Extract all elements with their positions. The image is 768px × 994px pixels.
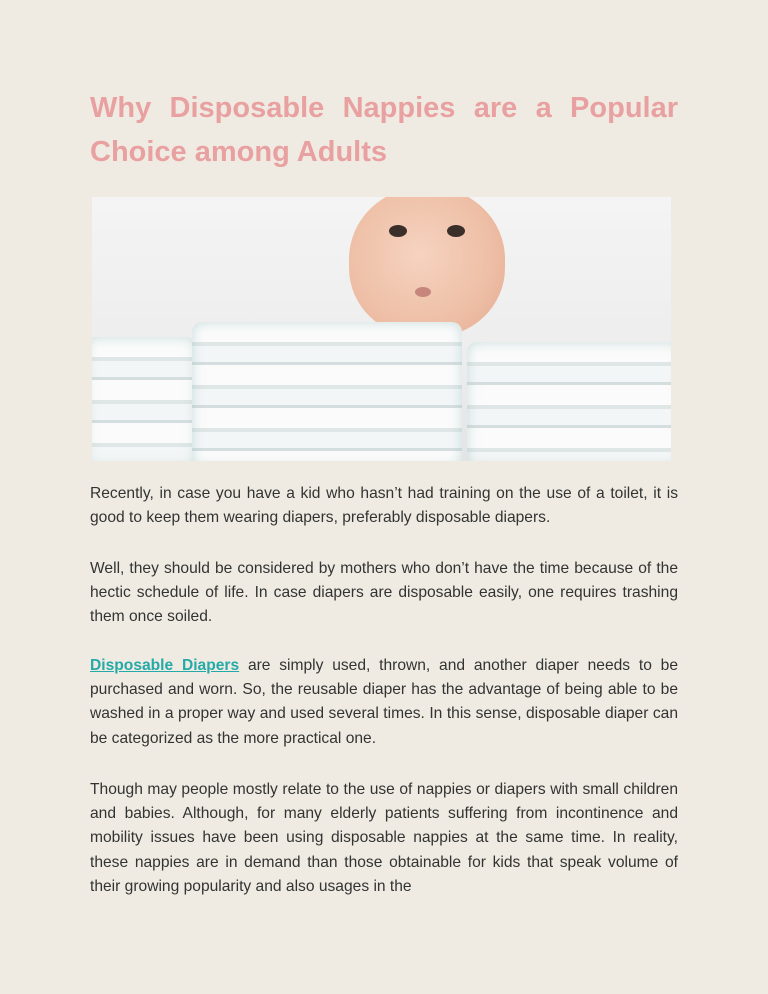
paragraph-2: Well, they should be considered by mothers who don’t have the time because of the hectic schedule of life. In case diapers are disposable easily, one requires trashing them once soiled. — [90, 560, 678, 626]
paragraph-1: Recently, in case you have a kid who hasn’t had training on the use of a toilet, it is good to keep them wearing diapers, preferably disposable diapers. — [90, 485, 678, 527]
document-title: Why Disposable Nappies are a Popular Choice among Adults — [90, 92, 678, 168]
paragraph-3-text: are simply used, thrown, and another diaper needs to be purchased and worn. So, the reusable diaper has the advantage of being able to be washed in a proper way and used several times. In this sense, disposable diaper can be categorized as the more practical one. — [90, 657, 678, 747]
diaper-stack-center — [192, 322, 462, 461]
paragraph-3 — [90, 654, 678, 751]
diaper-stack-left — [92, 337, 196, 461]
baby-head — [349, 197, 505, 337]
diaper-stack-right — [467, 342, 671, 461]
disposable-diapers-link[interactable]: Disposable Diapers — [90, 657, 240, 674]
baby-eye-left — [389, 225, 407, 237]
baby-with-diapers-photo — [92, 197, 671, 461]
baby-eye-right — [447, 225, 465, 237]
baby-mouth — [415, 287, 431, 297]
paragraph-4: Though may people mostly relate to the use of nappies or diapers with small children and babies. Although, for many elderly patients suffering from incontinence and mobility issues have been using disposable nappies at the same time. In reality, these nappies are in demand than those obtainable for kids that speak volume of their growing popularity and also usages in the — [90, 781, 678, 895]
